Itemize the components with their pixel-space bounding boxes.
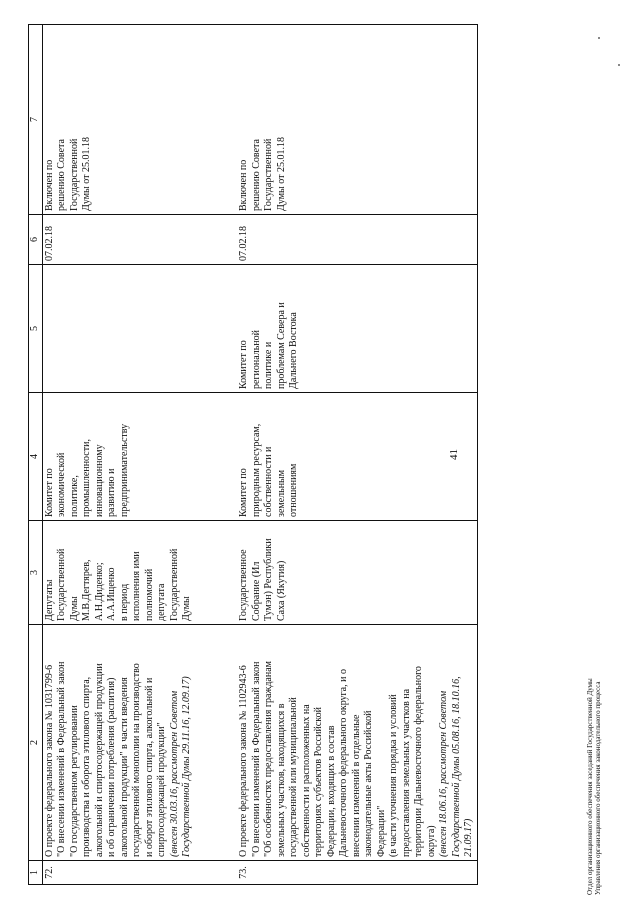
bill-title-line: собственности и расположенных на bbox=[300, 704, 312, 857]
bill-title-line: О проекте федерального закона № 1031799-6 bbox=[43, 664, 55, 857]
committee-line: Комитет по bbox=[43, 468, 55, 517]
table-row bbox=[42, 25, 237, 885]
bill-title-line: алкогольной и спиртосодержащей продукции bbox=[93, 663, 105, 857]
col-header: 5 bbox=[29, 265, 43, 393]
committee-cell bbox=[237, 393, 477, 521]
page-number: 41 bbox=[448, 449, 460, 460]
initiator-cell bbox=[42, 521, 237, 625]
initiator-line: Государственной bbox=[168, 548, 180, 621]
status-cell bbox=[42, 25, 237, 215]
initiator-line: полномочий bbox=[143, 568, 155, 621]
bill-title-line: спиртосодержащей продукции" bbox=[156, 722, 167, 857]
status-line: Включен по bbox=[238, 159, 249, 211]
bill-title-line: О проекте федерального закона № 1102943-6 bbox=[238, 665, 249, 857]
scan-speck bbox=[618, 64, 620, 66]
committee-line: развитию и bbox=[106, 468, 117, 517]
initiator-line: Тумэн) Республики bbox=[263, 538, 274, 621]
bill-title-line: законодательные акты Российской bbox=[363, 710, 374, 857]
committee-line: инновационному bbox=[93, 444, 105, 517]
bill-title-line: "Об особенностях предоставления гражданам bbox=[263, 661, 274, 857]
initiator-line: Государственной bbox=[56, 548, 67, 621]
footer bbox=[586, 678, 602, 895]
bill-note-line: Государственной Думы 29.11.16, 12.09.17) bbox=[181, 676, 192, 857]
initiator-line: Государственное bbox=[238, 549, 249, 621]
bill-title-line: земельных участков, находящихся в bbox=[275, 703, 287, 857]
scan-speck bbox=[598, 37, 600, 39]
bill-title-line: территории Дальневосточного федерального bbox=[413, 666, 424, 857]
col-header: 7 bbox=[29, 25, 43, 215]
initiator-line: Саха (Якутия) bbox=[275, 560, 287, 621]
header-row bbox=[29, 25, 43, 885]
date-cell: 07.02.18 bbox=[237, 215, 477, 265]
status-line: Включен по bbox=[43, 159, 55, 211]
status-line: решению Совета bbox=[56, 139, 67, 211]
co-committee-cell bbox=[237, 265, 477, 393]
bill-note-line: (внесен 18.06.16, рассмотрен Советом bbox=[438, 690, 449, 857]
bill-title-line: и об ограничении потребления (распития) bbox=[106, 677, 117, 857]
col-header: 1 bbox=[29, 861, 43, 885]
row-number-cell: 72. bbox=[42, 861, 237, 885]
bill-note-line: 21.09.17) bbox=[463, 818, 474, 857]
co-committee-line: региональной bbox=[250, 329, 262, 389]
committee-cell bbox=[42, 393, 237, 521]
co-committee-line: Дальнего Востока bbox=[288, 312, 299, 389]
committee-line: Комитет по bbox=[238, 468, 249, 517]
co-committee-line: проблемам Севера и bbox=[275, 302, 287, 389]
bill-title-cell bbox=[237, 625, 477, 861]
bill-title-line: Федерации, входящих в состав bbox=[325, 725, 337, 857]
col-header: 4 bbox=[29, 393, 43, 521]
footer-line: Управления организационного обеспечения законодательного процесса bbox=[594, 681, 602, 895]
status-line: Государственной bbox=[263, 138, 274, 211]
table-row bbox=[237, 25, 477, 885]
committee-line: политике, bbox=[68, 475, 80, 517]
committee-line: земельным bbox=[275, 469, 287, 517]
status-line: Думы от 25.01.18 bbox=[275, 137, 287, 211]
col-header: 6 bbox=[29, 215, 43, 265]
committee-line: экономической bbox=[56, 452, 67, 517]
status-line: Государственной bbox=[68, 138, 80, 211]
initiator-line: А.А.Ищенко bbox=[106, 567, 117, 621]
bill-title-line: внесении изменений в отдельные bbox=[350, 714, 362, 857]
bill-title-line: Федерации" bbox=[375, 805, 387, 857]
date-cell: 07.02.18 bbox=[42, 215, 237, 265]
bill-title-line: государственной монополии на производство bbox=[131, 663, 142, 857]
bill-title-line: "О внесении изменений в Федеральный закон bbox=[250, 661, 262, 857]
col-header: 3 bbox=[29, 521, 43, 625]
bill-title-line: территориях субъектов Российской bbox=[313, 707, 324, 857]
agenda-table bbox=[28, 24, 478, 885]
bill-title-cell bbox=[42, 625, 237, 861]
col-header: 2 bbox=[29, 625, 43, 861]
bill-note-line: (внесен 30.03.16, рассмотрен Советом bbox=[168, 690, 180, 857]
bill-note-line: Государственной Думы 05.08.16, 18.10.16, bbox=[450, 676, 462, 857]
committee-line: предпринимательству bbox=[118, 423, 130, 517]
initiator-line: Думы bbox=[68, 596, 80, 621]
co-committee-line: Комитет по bbox=[238, 340, 249, 389]
initiator-line: в период bbox=[118, 583, 130, 621]
committee-line: собственности и bbox=[263, 446, 274, 517]
initiator-line: депутата bbox=[156, 583, 167, 621]
bill-title-line: "О государственном регулировании bbox=[68, 705, 80, 857]
bill-title-line: производства и оборота этилового спирта, bbox=[81, 676, 92, 857]
co-committee-cell bbox=[42, 265, 237, 393]
committee-line: промышленности, bbox=[81, 439, 92, 517]
footer-line: Отдел организационного обеспечения заседаний Государственной Думы bbox=[586, 678, 594, 895]
bill-title-line: (в части уточнения порядка и условий bbox=[388, 694, 399, 857]
initiator-cell bbox=[237, 521, 477, 625]
status-line: решению Совета bbox=[250, 139, 262, 211]
initiator-line: Думы bbox=[181, 596, 192, 621]
bill-title-line: алкогольной продукции" в части введения bbox=[118, 677, 130, 857]
initiator-line: Депутаты bbox=[43, 579, 55, 621]
status-cell bbox=[237, 25, 477, 215]
bill-title-line: и оборот этилового спирта, алкогольной и bbox=[143, 677, 155, 857]
co-committee-line: политике и bbox=[263, 341, 274, 389]
initiator-line: Собрание (Ил bbox=[250, 561, 262, 621]
bill-title-line: "О внесении изменений в Федеральный закон bbox=[56, 661, 67, 857]
initiator-line: М.В.Дегтярев, bbox=[81, 559, 92, 621]
status-line: Думы от 25.01.18 bbox=[81, 137, 92, 211]
bill-title-line: государственной или муниципальной bbox=[288, 697, 299, 857]
row-number-cell: 73. bbox=[237, 861, 477, 885]
bill-title-line: округа) bbox=[425, 825, 437, 857]
committee-line: отношениям bbox=[288, 463, 299, 517]
bill-title-line: Дальневосточного федерального округа, и о bbox=[338, 669, 349, 857]
bill-title-line: предоставления земельных участков на bbox=[400, 688, 412, 857]
committee-line: природным ресурсам, bbox=[250, 423, 262, 517]
initiator-line: А.Н.Диденко; bbox=[93, 562, 105, 621]
initiator-line: исполнения ими bbox=[131, 551, 142, 621]
